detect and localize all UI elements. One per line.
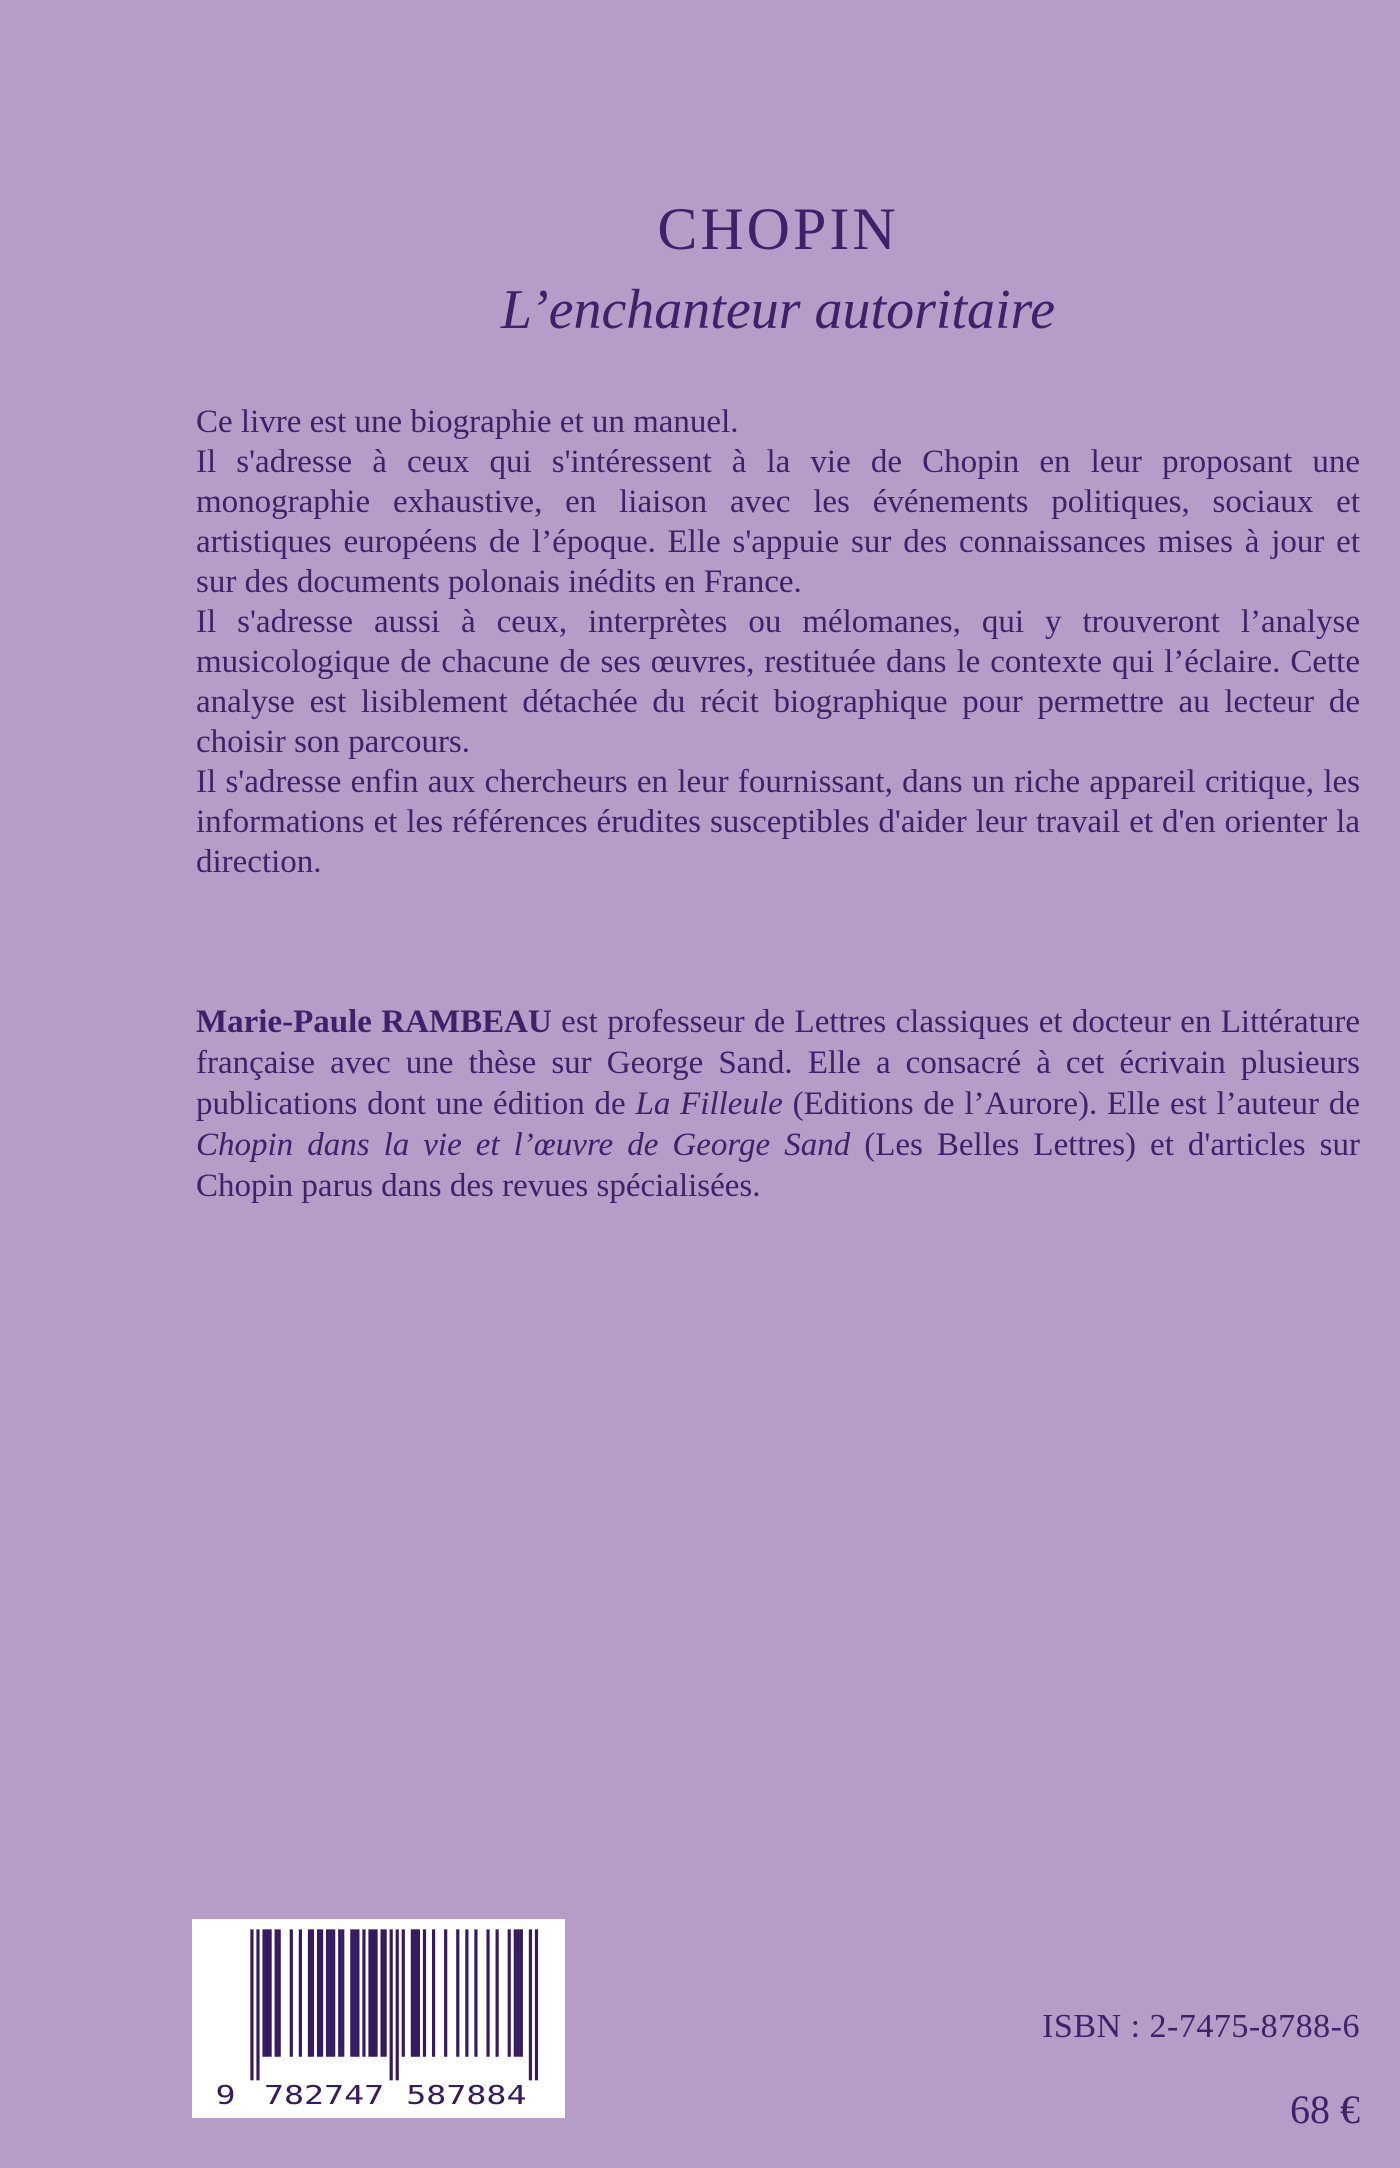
ean13-barcode xyxy=(211,1927,547,2111)
book-title: CHOPIN xyxy=(657,196,899,262)
svg-text:9: 9 xyxy=(215,2079,236,2111)
svg-text:587884: 587884 xyxy=(405,2079,527,2111)
description-section xyxy=(196,402,1360,882)
author-bio-segment: est professeur de Lettres classiques et docteur en Littérature française avec une thèse sur George Sand. Elle a consacré à cet écrivain plusieurs publications dont une édition de xyxy=(196,1004,1360,1122)
description-paragraph: Il s'adresse aussi à ceux, interprètes ou mélomanes, qui y trouveront l’analyse musicologique de chacune de ses œuvres, restituée dans le contexte qui l’éclaire. Cette analyse est lisiblement détachée du récit biographique pour permettre au lecteur de choisir son parcours. xyxy=(196,604,1360,760)
description-paragraph: Ce livre est une biographie et un manuel. xyxy=(196,404,739,440)
author-bio-segment: (Les Belles Lettres) et d'articles sur Chopin parus dans des revues spécialisées. xyxy=(196,1127,1360,1204)
description-paragraph: Il s'adresse à ceux qui s'intéressent à la vie de Chopin en leur proposant une monographie exhaustive, en liaison avec les événements politiques, sociaux et artistiques européens de l’époque. Elle s'appuie sur des connaissances mises à jour et sur des documents polonais inédits en France. xyxy=(196,444,1360,600)
header xyxy=(196,192,1360,345)
author-bio-segment: (Editions de l’Aurore). Elle est l’auteur de xyxy=(782,1086,1360,1122)
author-bio-segment: Marie-Paule RAMBEAU xyxy=(196,1004,552,1040)
price-text: 68 € xyxy=(1290,2087,1360,2132)
author-bio-segment: La Filleule xyxy=(635,1086,783,1122)
author-bio-segment: Chopin dans la vie et l’œuvre de George Sand xyxy=(196,1127,851,1163)
description-paragraph: Il s'adresse enfin aux chercheurs en leur fournissant, dans un riche appareil critique, les informations et les références érudites susceptibles d'aider leur travail et d'en orienter la direction. xyxy=(196,764,1360,880)
book-subtitle: L’enchanteur autoritaire xyxy=(500,279,1056,341)
barcode-panel xyxy=(192,1919,565,2118)
svg-text:782747: 782747 xyxy=(263,2079,384,2111)
author-bio-text xyxy=(196,1002,1360,1207)
isbn-text: ISBN : 2-7475-8788-6 xyxy=(1042,2008,1360,2045)
author-section xyxy=(196,1002,1360,1207)
